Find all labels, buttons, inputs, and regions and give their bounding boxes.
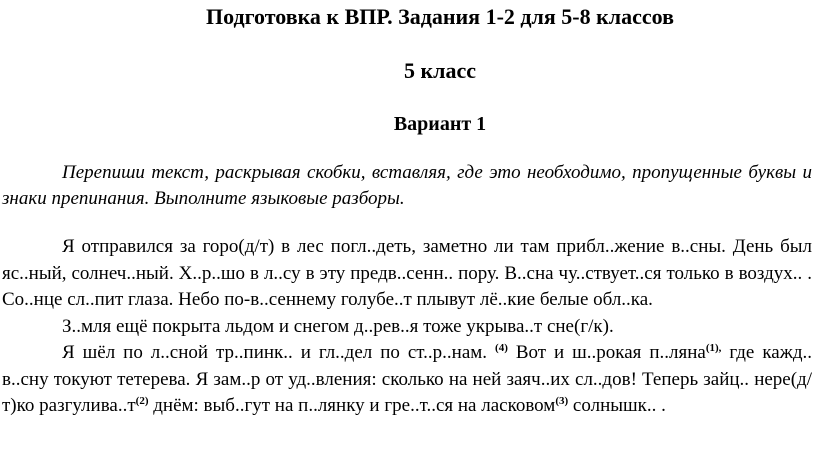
- task-text: [2, 234, 812, 420]
- paragraph-3-part-3: где кажд.. в..сну токуют тетерева. Я зам..р от уд..вления: сколько на ней заяч..их сл..дов! Теперь зайц.. нере(д/т)ко разгулива..т: [2, 342, 812, 416]
- paragraph-3-part-4: днём: выб..гут на п..лянку и гре..т..ся на ласковом: [148, 395, 556, 416]
- paragraph-1: Я отправился за горо(д/т) в лес погл..деть, заметно ли там прибл..жение в..сны. День был яс..ный, солнеч..ный. Х..р..шо в л..су в эту предв..сенн.. пору. В..сна чу..ствует..ся только в воздух.. . Со..нце сл..пит глаза. Небо по-в..сеннему голубе..т плывут лё..кие белые обл..ка.: [2, 236, 812, 310]
- paragraph-3-part-1: Я шёл по л..сной тр..пинк.. и гл..дел по ст..р..нам.: [62, 342, 488, 363]
- variant-heading: Вариант 1: [393, 113, 487, 135]
- paragraph-3-part-5: солнышк.. .: [568, 395, 666, 416]
- task-instruction: Перепиши текст, раскрывая скобки, вставляя, где это необходимо, пропущенные буквы и знаки препинания. Выполните языковые разборы.: [2, 162, 812, 209]
- parsing-mark-4: (4): [495, 342, 508, 354]
- grade-heading: 5 класс: [403, 58, 477, 83]
- parsing-mark-3: (3): [555, 395, 569, 407]
- paragraph-2: З..мля ещё покрыта льдом и снегом д..рев..я тоже укрыва..т сне(г/к).: [62, 315, 614, 337]
- paragraph-3: [2, 340, 812, 420]
- paragraph-3-part-2: Вот и ш..рокая п..ляна: [507, 342, 706, 363]
- parsing-mark-1: (1),: [705, 342, 722, 354]
- parsing-mark-2: (2): [135, 395, 149, 407]
- document-title: Подготовка к ВПР. Задания 1-2 для 5-8 классов: [205, 4, 674, 29]
